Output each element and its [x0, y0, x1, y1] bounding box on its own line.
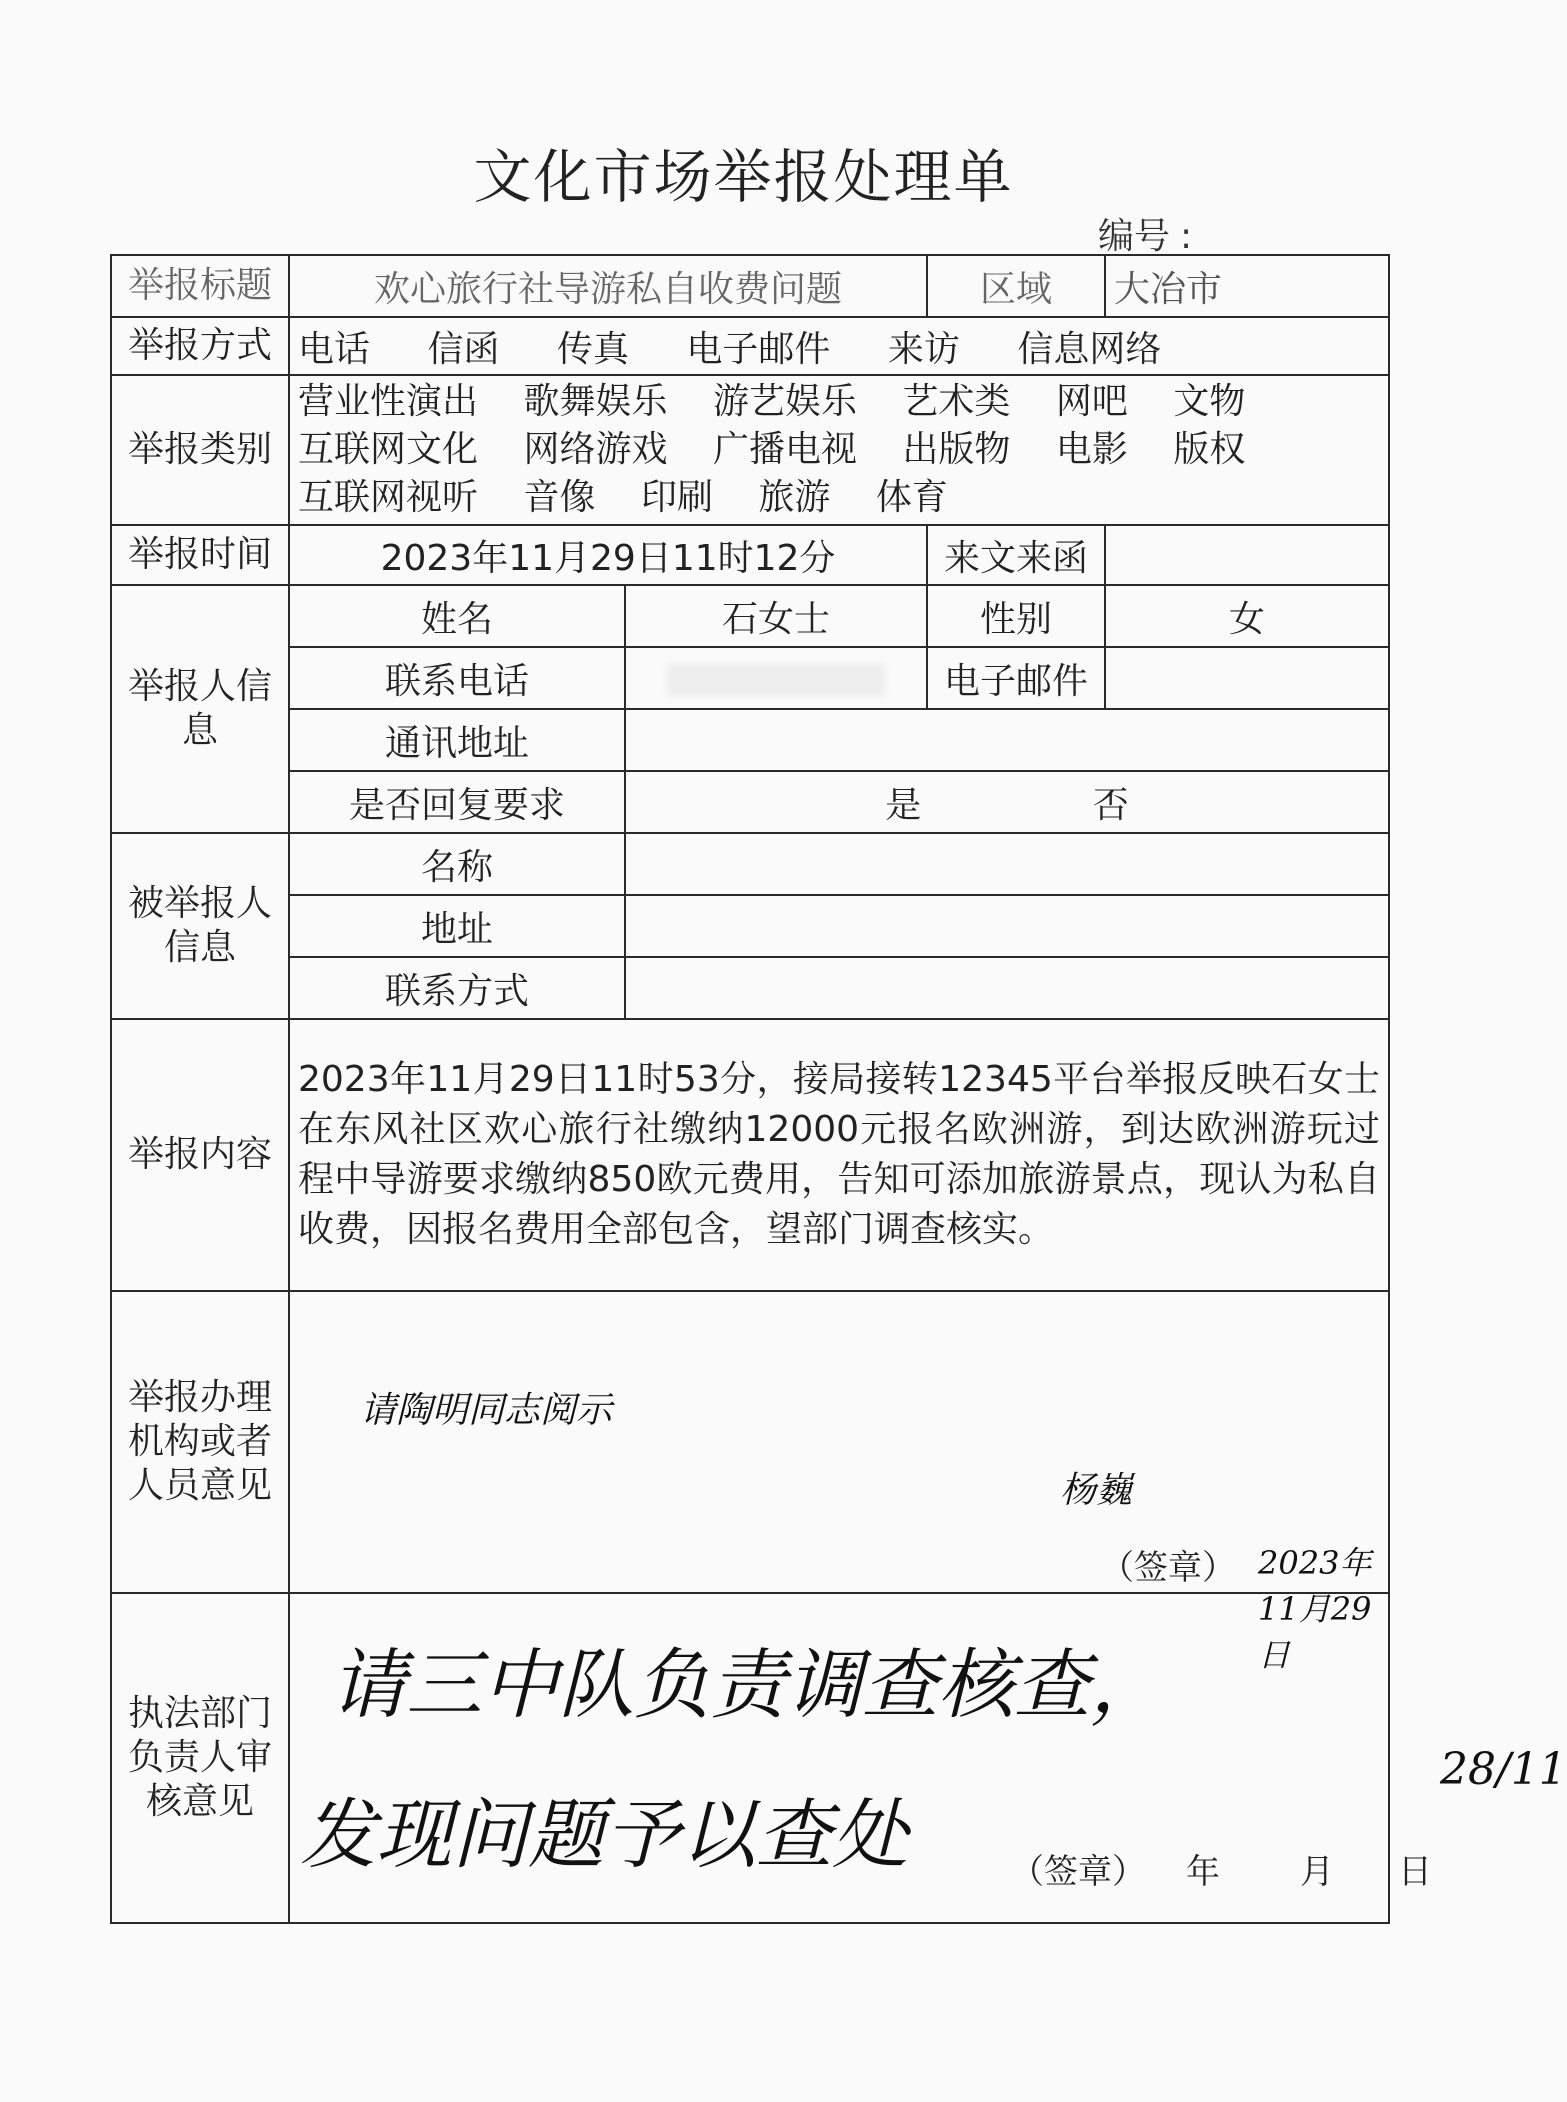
- category-option: 体育: [875, 477, 948, 518]
- reporter-label: 举报人信息: [111, 585, 289, 833]
- category-label: 举报类别: [111, 375, 289, 525]
- serial-label: 编号: [1098, 216, 1171, 257]
- reported-name: [625, 833, 1389, 895]
- review-month-label: 月: [1300, 1852, 1334, 1892]
- category-options: [289, 375, 1389, 525]
- category-option: 出版物: [902, 429, 1011, 470]
- method-option: 来访: [887, 328, 960, 370]
- reporter-gender: 女: [1105, 585, 1389, 647]
- reporter-phone-label: 联系电话: [289, 647, 625, 709]
- report-form-table: [110, 254, 1567, 1924]
- reporter-email: [1105, 647, 1389, 709]
- time-value: 2023年11月29日11时12分: [289, 525, 927, 585]
- method-options: [289, 317, 1389, 375]
- reported-label: 被举报人信息: [111, 833, 289, 1019]
- review-day-label: 日: [1398, 1852, 1432, 1892]
- category-option: 互联网视听: [298, 477, 479, 518]
- handling-seal-label: （签章）: [1100, 1548, 1236, 1588]
- category-option: 电影: [1055, 429, 1128, 470]
- reporter-gender-label: 性别: [927, 585, 1105, 647]
- reporter-name-label: 姓名: [289, 585, 625, 647]
- handling-opinion-label: 举报办理机构或者人员意见: [111, 1291, 289, 1593]
- page-title: 文化市场举报处理单: [473, 143, 1014, 211]
- category-option: 互联网文化: [298, 429, 479, 470]
- review-opinion-cell: [289, 1593, 1567, 1923]
- reply-required-options: [625, 771, 1389, 833]
- category-option: 网吧: [1055, 381, 1128, 422]
- method-option: 信函: [427, 328, 500, 370]
- redacted-phone: [666, 664, 886, 696]
- review-handwritten-line2: 发现问题予以查处: [300, 1790, 908, 1879]
- handling-date: 2023年11月29日: [1258, 1544, 1372, 1674]
- method-option: 电话: [298, 328, 371, 370]
- handling-signature: 杨巍: [1060, 1470, 1133, 1511]
- category-option: 音像: [523, 477, 596, 518]
- reporter-address: [625, 709, 1389, 771]
- category-option: 歌舞娱乐: [523, 381, 668, 422]
- reporter-phone: [625, 647, 927, 709]
- category-option: 广播电视: [712, 429, 857, 470]
- region-value: 大冶市: [1105, 255, 1389, 317]
- reporter-address-label: 通讯地址: [289, 709, 625, 771]
- handling-handwritten-note: 请陶明同志阅示: [360, 1390, 613, 1431]
- review-opinion-label: 执法部门负责人审核意见: [111, 1593, 289, 1923]
- category-row: [298, 426, 1380, 474]
- review-handwritten-line1: 请三中队负责调查核查，: [330, 1640, 1166, 1729]
- reply-required-label: 是否回复要求: [289, 771, 625, 833]
- method-label: 举报方式: [111, 317, 289, 375]
- category-row: [298, 378, 1380, 426]
- category-option: 版权: [1173, 429, 1246, 470]
- method-option: 电子邮件: [686, 328, 831, 370]
- review-handwritten-date: 28/11: [1440, 1744, 1567, 1795]
- category-option: 文物: [1173, 381, 1246, 422]
- category-option: 旅游: [758, 477, 831, 518]
- content-label: 举报内容: [111, 1019, 289, 1291]
- reporter-email-label: 电子邮件: [927, 647, 1105, 709]
- report-title-value: 欢心旅行社导游私自收费问题: [289, 255, 927, 317]
- source-label: 来文来函: [927, 525, 1105, 585]
- reply-yes: 是: [885, 784, 922, 826]
- reported-contact: [625, 957, 1389, 1019]
- reported-address-label: 地址: [289, 895, 625, 957]
- category-option: 营业性演出: [298, 381, 479, 422]
- content-text: 2023年11月29日11时53分，接局接转12345平台举报反映石女士在东风社区欢心旅行社缴纳12000元报名欧洲游，到达欧洲游玩过程中导游要求缴纳850欧元费用，告知可添加旅游景点，现认为私自收费，因报名费用全部包含，望部门调查核实。: [289, 1019, 1389, 1291]
- method-option: 传真: [556, 328, 629, 370]
- source-value: [1105, 525, 1389, 585]
- reported-name-label: 名称: [289, 833, 625, 895]
- reporter-name: 石女士: [625, 585, 927, 647]
- category-option: 网络游戏: [523, 429, 668, 470]
- handling-opinion-cell: [289, 1291, 1389, 1674]
- review-seal-label: （签章）: [1010, 1852, 1146, 1892]
- report-title-label: 举报标题: [111, 255, 289, 317]
- review-year-label: 年: [1186, 1852, 1220, 1892]
- category-option: 艺术类: [902, 381, 1011, 422]
- reported-contact-label: 联系方式: [289, 957, 625, 1019]
- time-label: 举报时间: [111, 525, 289, 585]
- category-option: 印刷: [640, 477, 713, 518]
- serial-number: [1098, 208, 1192, 259]
- serial-colon: :: [1180, 216, 1193, 257]
- category-option: 游艺娱乐: [712, 381, 857, 422]
- reply-no: 否: [1092, 784, 1129, 826]
- region-label: 区域: [927, 255, 1105, 317]
- reported-address: [625, 895, 1389, 957]
- method-option: 信息网络: [1017, 328, 1162, 370]
- category-row: [298, 474, 1380, 522]
